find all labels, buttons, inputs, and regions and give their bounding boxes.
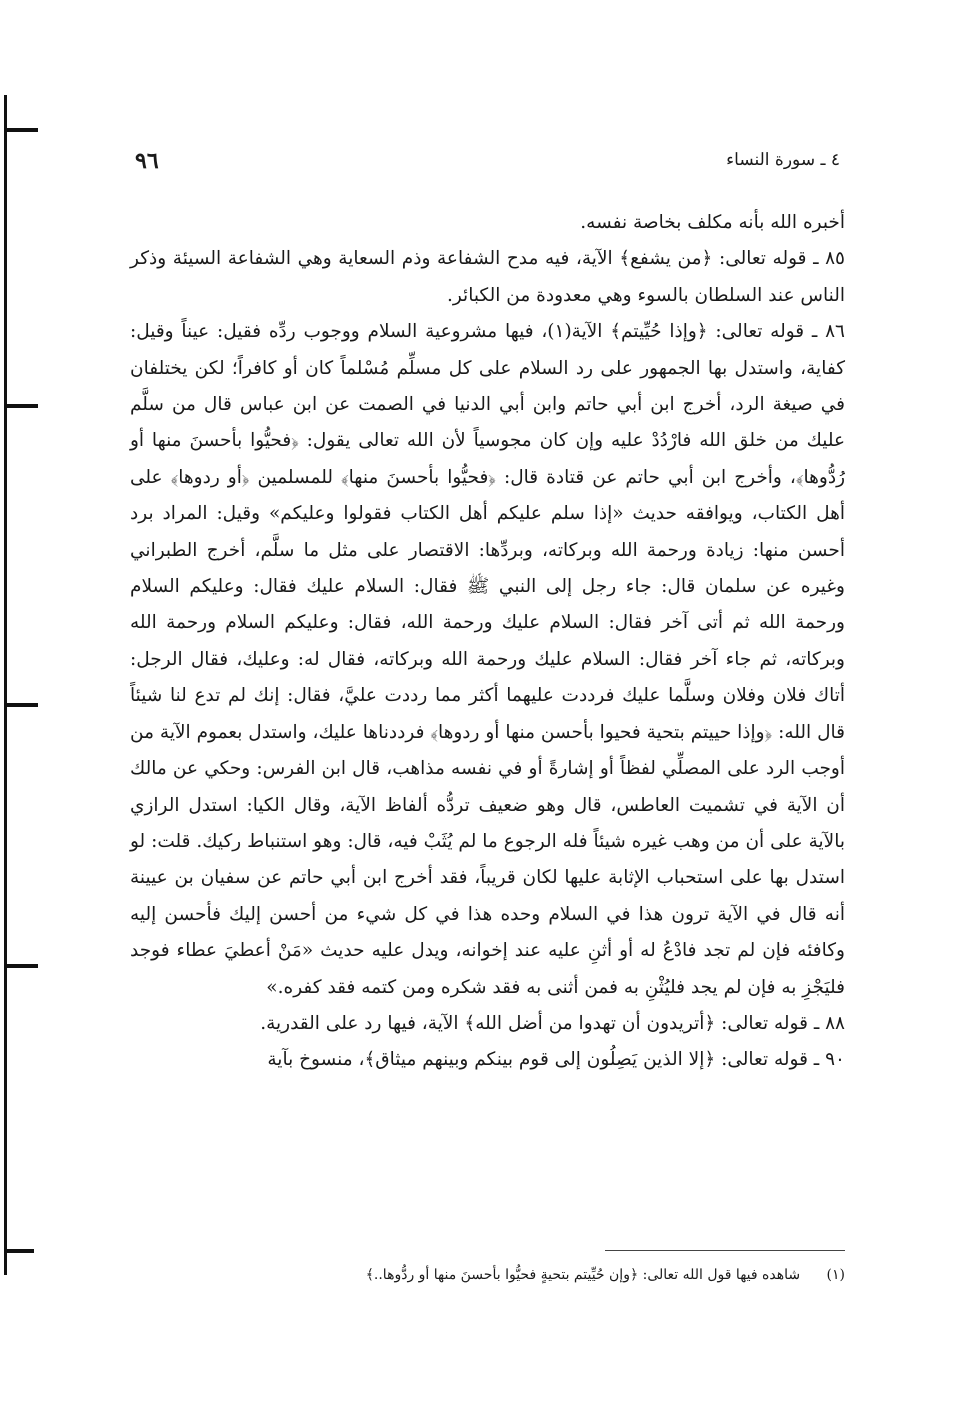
page-number: ٩٦ bbox=[135, 148, 159, 174]
page-header bbox=[135, 146, 840, 180]
scan-edge-line bbox=[4, 95, 7, 1275]
scan-edge-tick bbox=[4, 128, 38, 132]
scan-edge-tick bbox=[4, 404, 38, 408]
footnote-divider bbox=[605, 1250, 845, 1251]
scan-edge-tick bbox=[4, 703, 38, 707]
footnote bbox=[130, 1262, 845, 1288]
footnote-text: شاهده فيها قول الله تعالى: ﴿وإن حُيِّيتم بتحيةٍ فحيُّوا بأحسنَ منها أو ردُّوها..﴾ bbox=[365, 1267, 801, 1283]
paragraph: ٨٦ ـ قوله تعالى: ﴿وإذا حُيِّيتم﴾ الآية(١)، فيها مشروعية السلام ووجوب ردِّه فقيل: عيناً وقيل: كفاية، واستدل بها الجمهور على رد السلام على كل مسلِّم مُسْلماً كان أو كافراً؛ لكن يختلفان في صيغة الرد، أخرج ابن أبي حاتم وابن أبي الدنيا في الصمت عن ابن عباس قال من سلَّم عليك من خلق الله فارْدُدْ عليه وإن كان مجوسياً لأن الله تعالى يقول: ﴿فحيُّوا بأحسنَ منها أو رُدُّوها﴾، وأخرج ابن أبي حاتم عن قتادة قال: ﴿فحيُّوا بأحسنَ منها﴾ للمسلمين ﴿أو ردوها﴾ على أهل الكتاب، ويوافقه حديث «إذا سلم عليكم أهل الكتاب فقولوا وعليكم» وقيل: المراد برد أحسن منها: زيادة ورحمة الله وبركاته، وبردِّها: الاقتصار على مثل ما سلَّم، أخرج الطبراني وغيره عن سلمان قال: جاء رجل إلى النبي ﷺ فقال: السلام عليك فقال: وعليكم السلام ورحمة الله ثم أتى آخر فقال: السلام عليك ورحمة الله، فقال: وعليكم السلام ورحمة الله وبركاته، ثم جاء آخر فقال: السلام عليك ورحمة الله وبركاته، فقال له: وعليك، فقال الرجل: أتاك فلان وفلان وسلَّما عليك فرددت عليهما أكثر مما رددت عليَّ، فقال: إنك لم تدع لنا شيئاً قال الله: ﴿وإذا حييتم بتحية فحيوا بأحسن منها أو ردوها﴾ فرددناها عليك، واستدل بعموم الآية من أوجب الرد على المصلِّي لفظاً أو إشارةً أو في نفسه مذاهب، قال ابن الفرس: وحكي عن مالك أن الآية في تشميت العاطس، قال وهو ضعيف تردُّه ألفاظ الآية، وقال الكيا: استدل الرازي بالآية على أن من وهب غيره شيئاً فله الرجوع ما لم يُثَبْ فيه، قال: وهو استنباط ركيك. قلت: لو استدل بها على استحباب الإثابة عليها لكان قريباً، فقد أخرج ابن أبي حاتم عن سفيان بن عيينة أنه قال في الآية ترون هذا في السلام وحده هذا في كل شيء من أحسن إليك فأحسن إليه وكافئه فإن لم تجد فادْعُ له أو أثنِ عليه عند إخوانه، ويدل عليه حديث «مَنْ أعطيَ عطاء فوجد فليَجْزِ به فإن لم يجد فليُثْنِ به فمن أثنى به فقد شكره ومن كتمه فقد كفره.» bbox=[130, 321, 845, 998]
paragraph: ٨٨ ـ قوله تعالى: ﴿أتريدون أن تهدوا من أضل الله﴾ الآية، فيها رد على القدرية. bbox=[260, 1012, 845, 1034]
paragraph: أخبره الله بأنه مكلف بخاصة نفسه. bbox=[580, 212, 845, 233]
body-text bbox=[130, 205, 845, 1079]
scan-edge-tick bbox=[4, 964, 38, 968]
footnote-number: (١) bbox=[826, 1267, 845, 1283]
scan-edge-tick bbox=[4, 1249, 34, 1253]
paragraph: ٩٠ ـ قوله تعالى: ﴿إلا الذين يَصِلُون إلى قوم بينكم وبينهم ميثاق﴾، منسوخ بآية bbox=[267, 1049, 845, 1071]
paragraph: ٨٥ ـ قوله تعالى: ﴿من يشفع﴾ الآية، فيه مدح الشفاعة وذم السعاية وهي الشفاعة السيئة وذكر الناس عند السلطان بالسوء وهي معدودة من الكبائر. bbox=[130, 248, 845, 306]
surah-title: ٤ ـ سورة النساء bbox=[726, 150, 840, 170]
